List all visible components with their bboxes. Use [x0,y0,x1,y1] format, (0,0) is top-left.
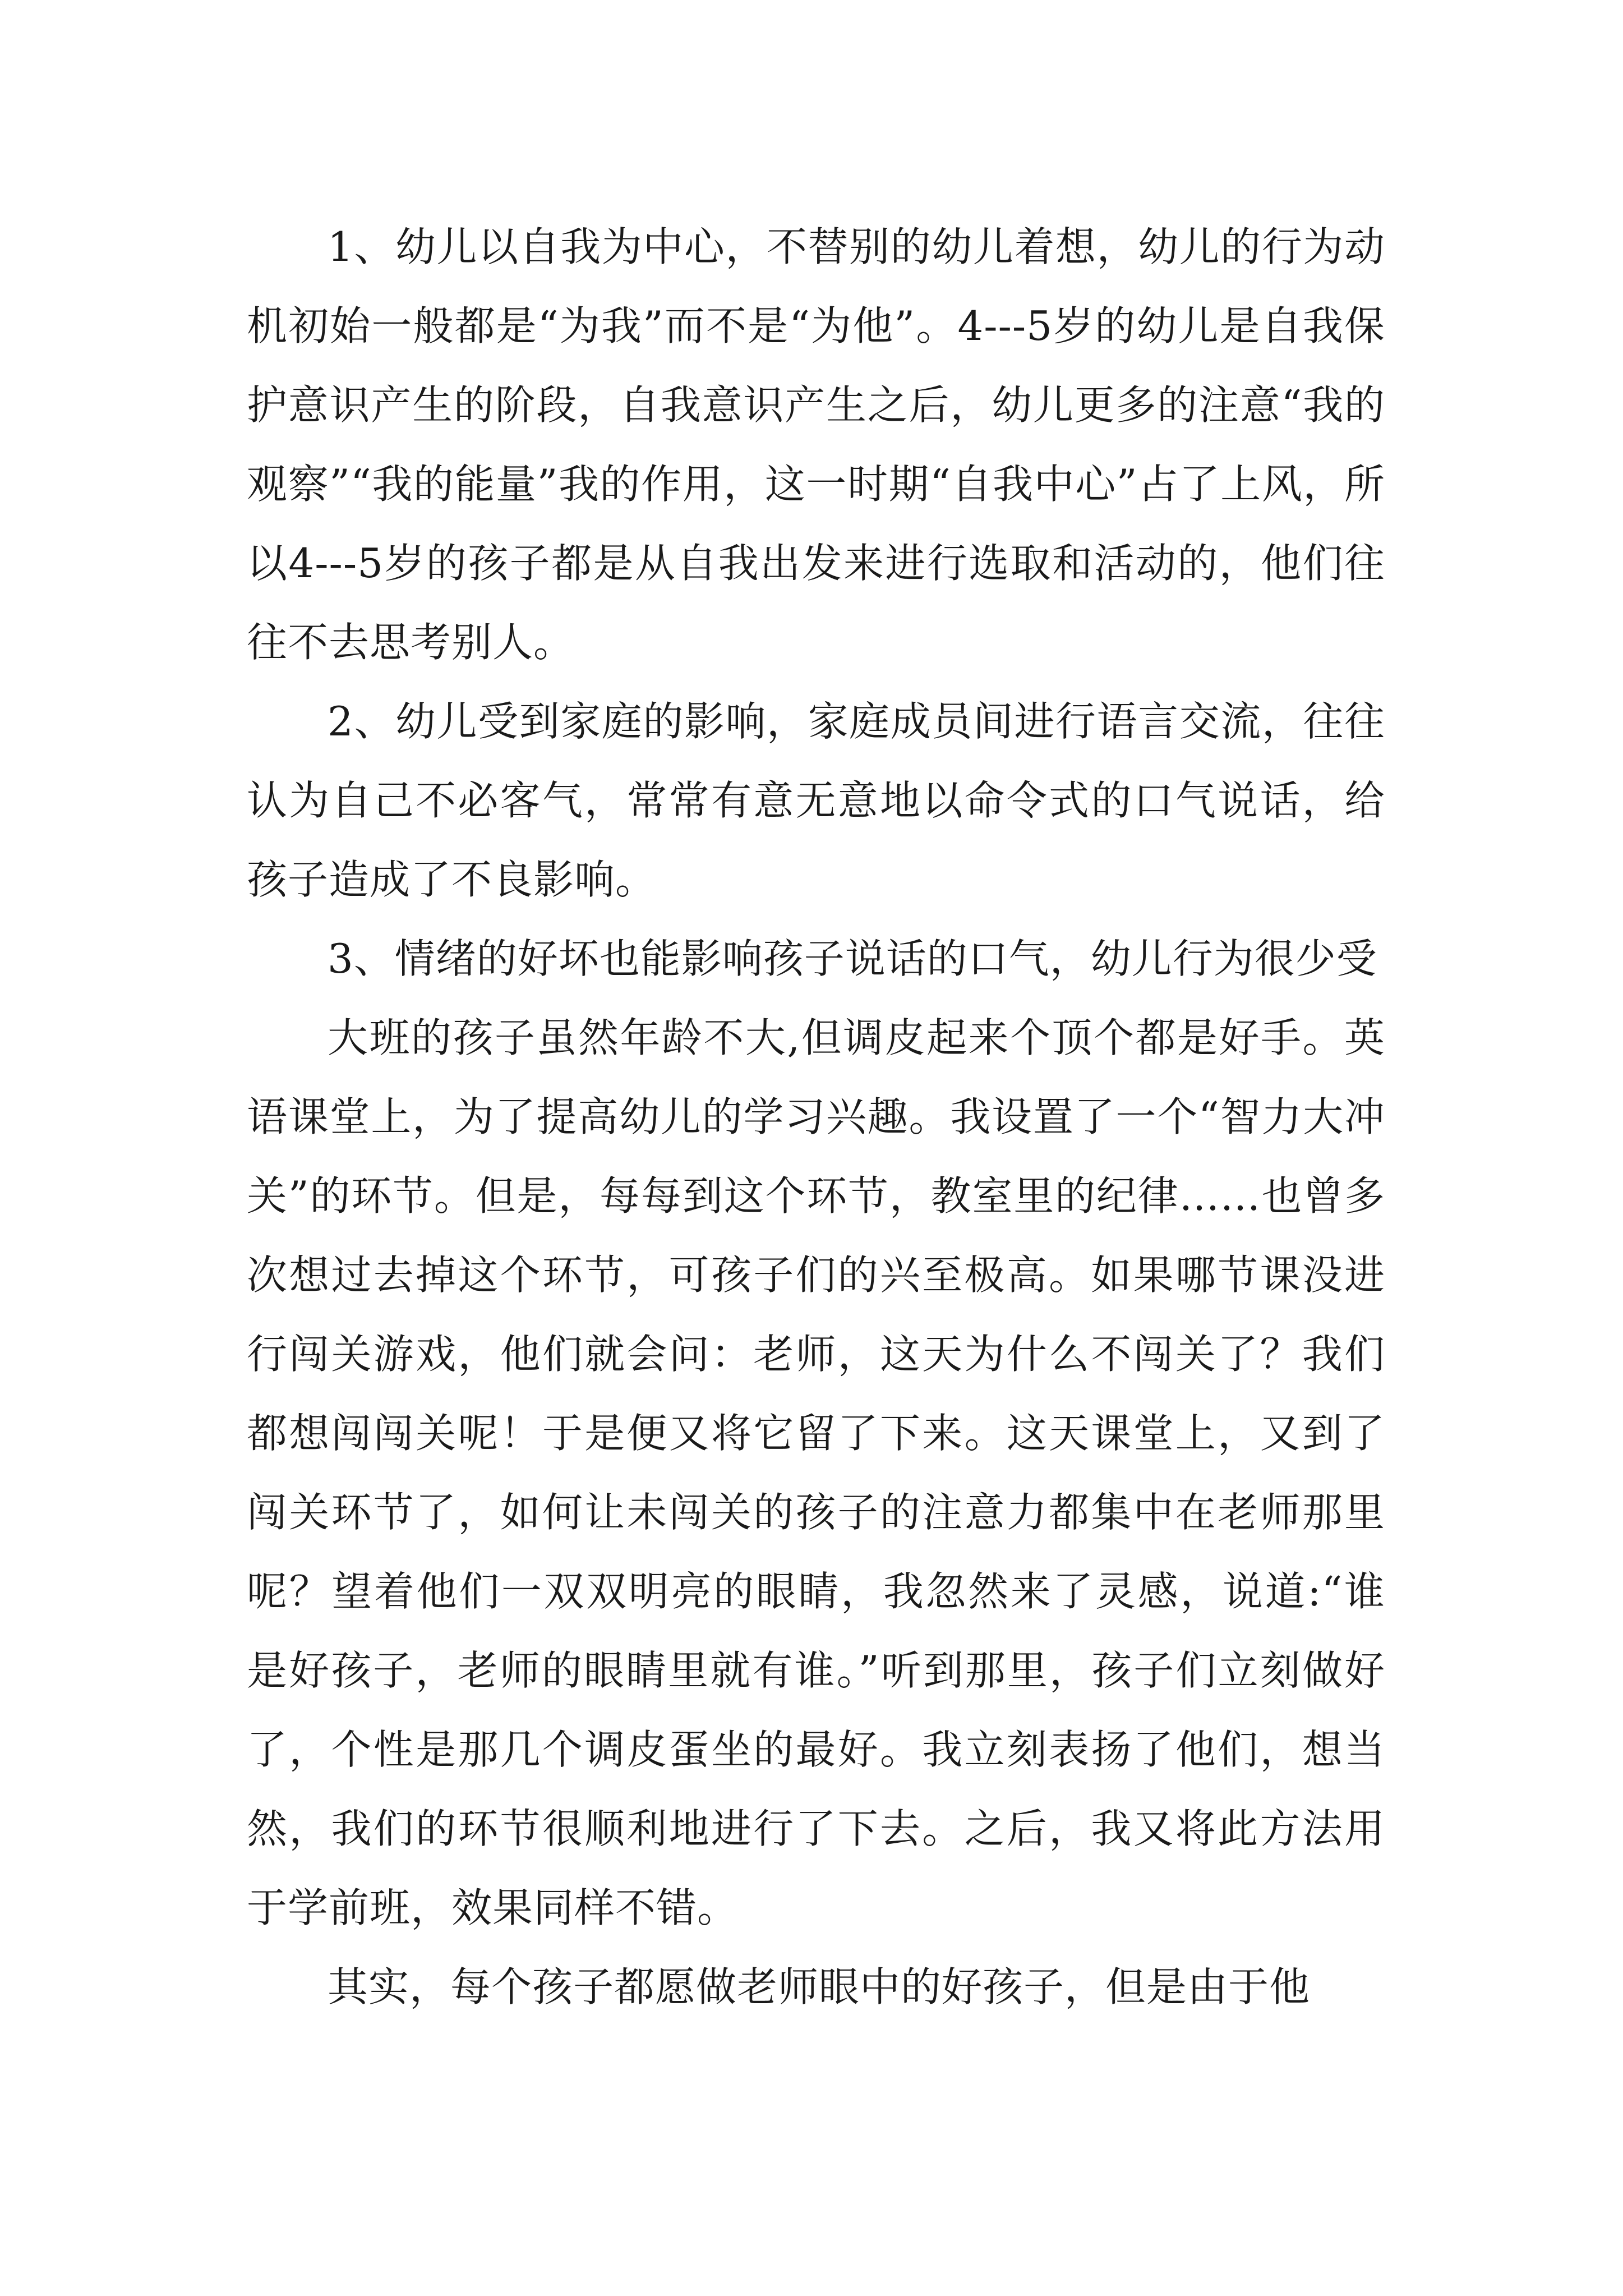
paragraph-2: 2、幼儿受到家庭的影响，家庭成员间进行语言交流，往往认为自己不必客气，常常有意无意地以命令式的口气说话，给孩子造成了不良影响。 [247,698,1385,903]
document-body [247,208,1385,2027]
paragraph-4: 大班的孩子虽然年龄不大,但调皮起来个顶个都是好手。英语课堂上，为了提高幼儿的学习兴趣。我设置了一个“智力大冲关”的环节。但是，每每到这个环节，教室里的纪律……也曾多次想过去掉这个环节，可孩子们的兴至极高。如果哪节课没进行闯关游戏，他们就会问：老师，这天为什么不闯关了？我们都想闯闯关呢！于是便又将它留了下来。这天课堂上，又到了闯关环节了，如何让未闯关的孩子的注意力都集中在老师那里呢？望着他们一双双明亮的眼睛，我忽然来了灵感，说道:“谁是好孩子，老师的眼睛里就有谁。”听到那里，孩子们立刻做好了，个性是那几个调皮蛋坐的最好。我立刻表扬了他们，想当然，我们的环节很顺利地进行了下去。之后，我又将此方法用于学前班，效果同样不错。 [247,1014,1385,1931]
paragraph-5: 其实，每个孩子都愿做老师眼中的好孩子，但是由于他 [328,1963,1311,2010]
paragraph-3: 3、情绪的好坏也能影响孩子说话的口气，幼儿行为很少受 [328,935,1377,982]
paragraph-1: 1、幼儿以自我为中心，不替别的幼儿着想，幼儿的行为动机初始一般都是“为我”而不是“为他”。4---5岁的幼儿是自我保护意识产生的阶段，自我意识产生之后，幼儿更多的注意“我的观察”“我的能量”我的作用，这一时期“自我中心”占了上风，所以4---5岁的孩子都是从自我出发来进行选取和活动的，他们往往不去思考别人。 [247,223,1385,666]
